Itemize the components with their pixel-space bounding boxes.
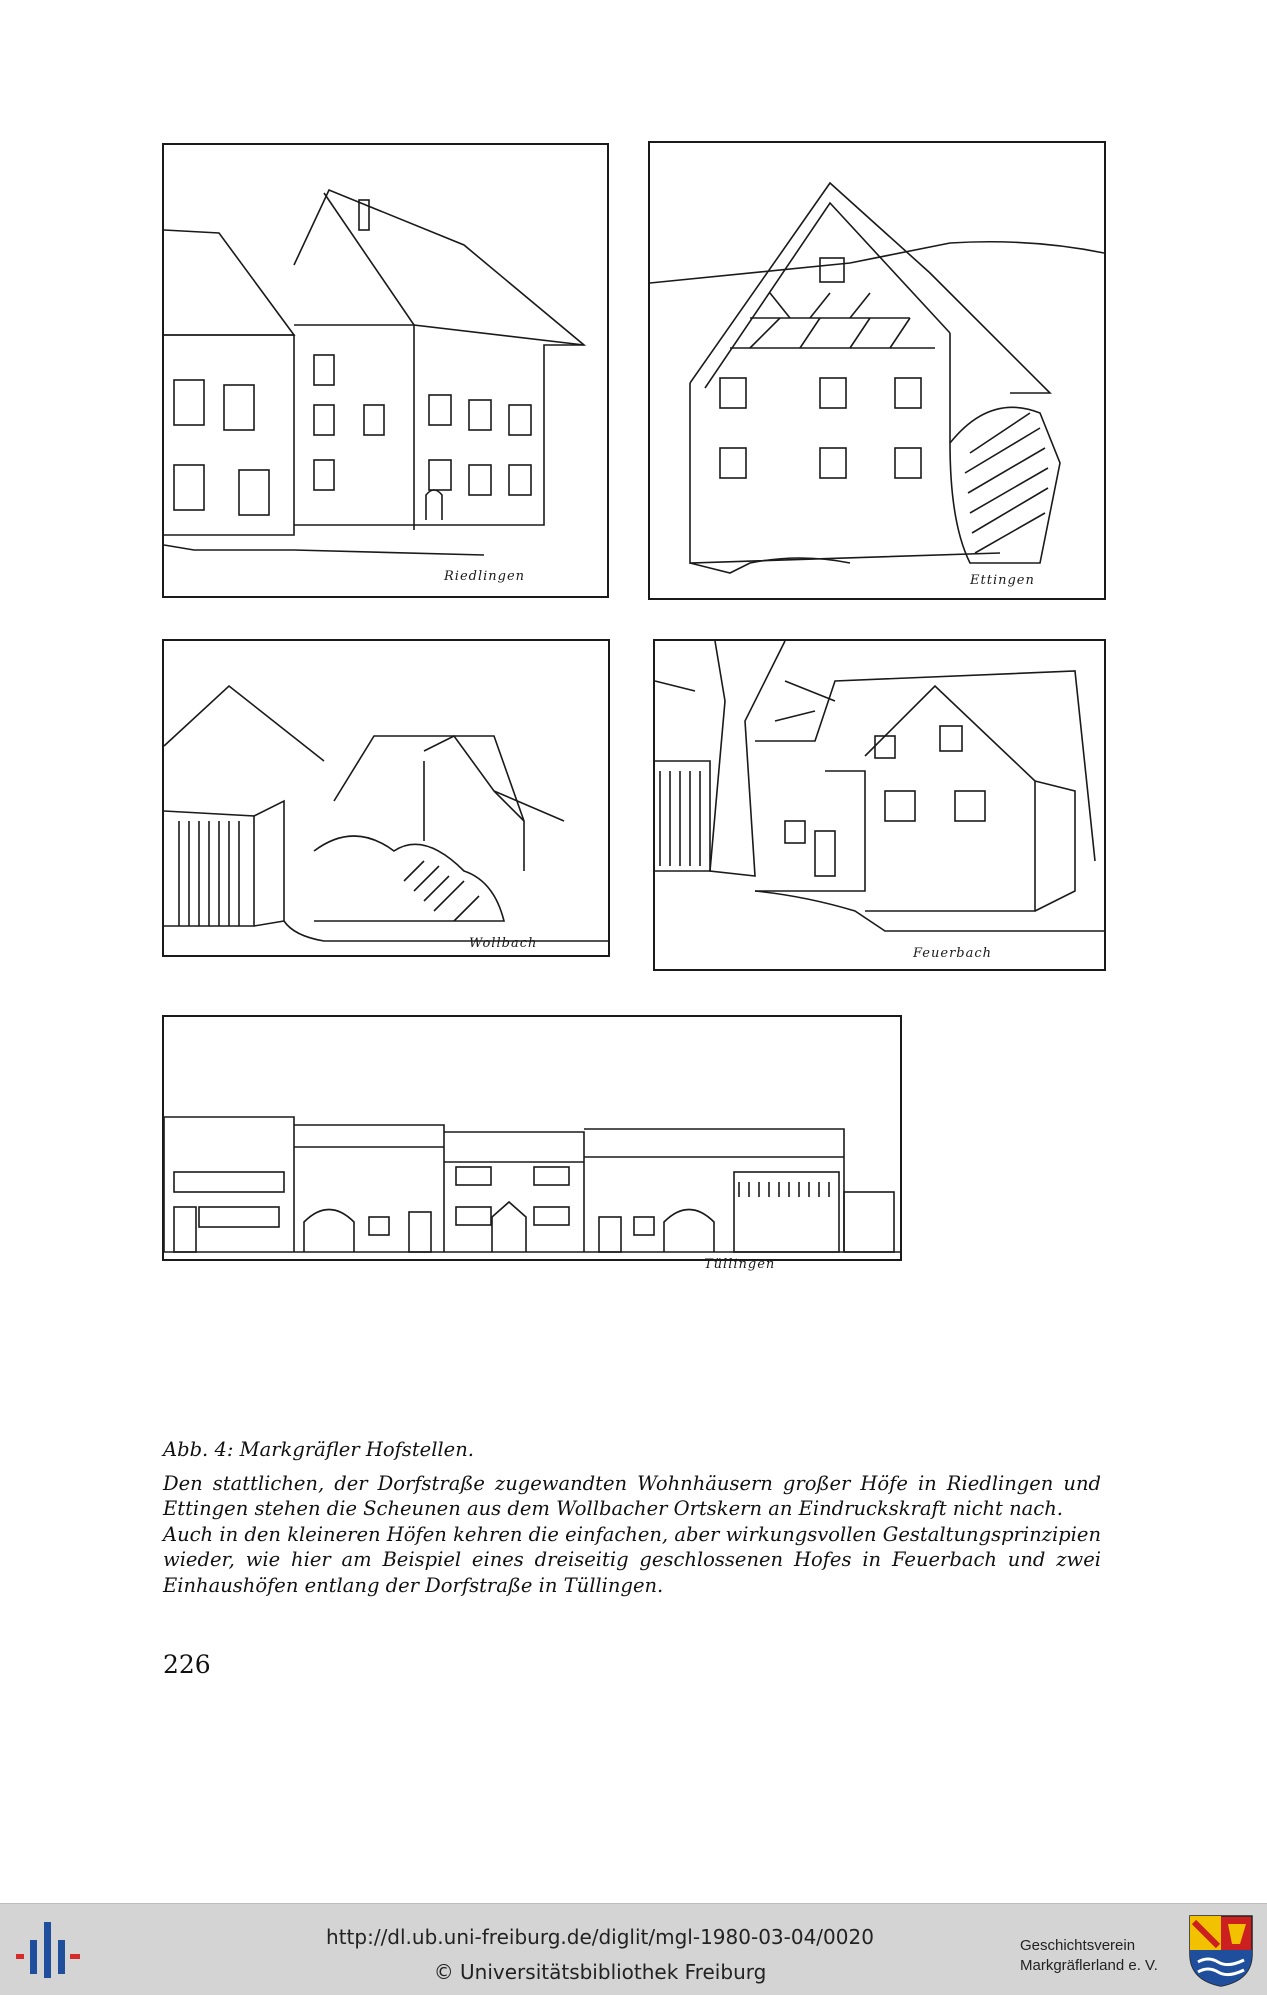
org-line-1: Geschichtsverein: [1020, 1937, 1136, 1954]
organization-name: [1020, 1936, 1175, 1976]
figure-label: Tüllingen: [704, 1257, 776, 1272]
drawing-ettingen: [650, 143, 1104, 598]
figure-caption: [163, 1437, 1101, 1598]
viewer-footer-bar: [0, 1903, 1267, 1995]
figure-label: Ettingen: [970, 573, 1035, 588]
drawing-wollbach: [164, 641, 608, 955]
ub-freiburg-logo-icon[interactable]: [14, 1918, 82, 1982]
permalink-url[interactable]: http://dl.ub.uni-freiburg.de/diglit/mgl-1980-03-04/0020: [326, 1925, 874, 1949]
copyright-text: © Universitätsbibliothek Freiburg: [433, 1960, 767, 1984]
caption-paragraph-2: Auch in den kleineren Höfen kehren die einfachen, aber wirkungsvollen Gestaltungsprinzipien wieder, wie hier am Beispiel eines dreiseitig geschlossenen Hofes in Feuerbach und zwei Einhaushöfen entlang der Dorfstraße in Tüllingen.: [163, 1522, 1101, 1597]
caption-paragraph-1: Den stattlichen, der Dorfstraße zugewandten Wohnhäusern großer Höfe in Riedlingen und Ettingen stehen die Scheunen aus dem Wollbacher Ortskern an Eindruckskraft nicht nach.: [163, 1471, 1101, 1520]
drawing-riedlingen: [164, 145, 607, 596]
figure-label: Feuerbach: [913, 946, 993, 961]
figure-tuellingen: [162, 1015, 902, 1272]
drawing-feuerbach: [655, 641, 1104, 969]
page-number: 226: [163, 1650, 211, 1679]
drawing-tuellingen: [164, 1017, 900, 1259]
coat-of-arms-icon[interactable]: [1188, 1914, 1254, 1988]
org-line-2: Markgräflerland e. V.: [1020, 1957, 1158, 1974]
figure-feuerbach: [653, 639, 1106, 971]
figure-label: Riedlingen: [444, 569, 526, 584]
caption-title: Abb. 4: Markgräfler Hofstellen.: [163, 1438, 474, 1461]
figure-label: Wollbach: [469, 936, 538, 951]
figure-wollbach: [162, 639, 610, 957]
figure-riedlingen: [162, 143, 609, 598]
figure-ettingen: [648, 141, 1106, 600]
